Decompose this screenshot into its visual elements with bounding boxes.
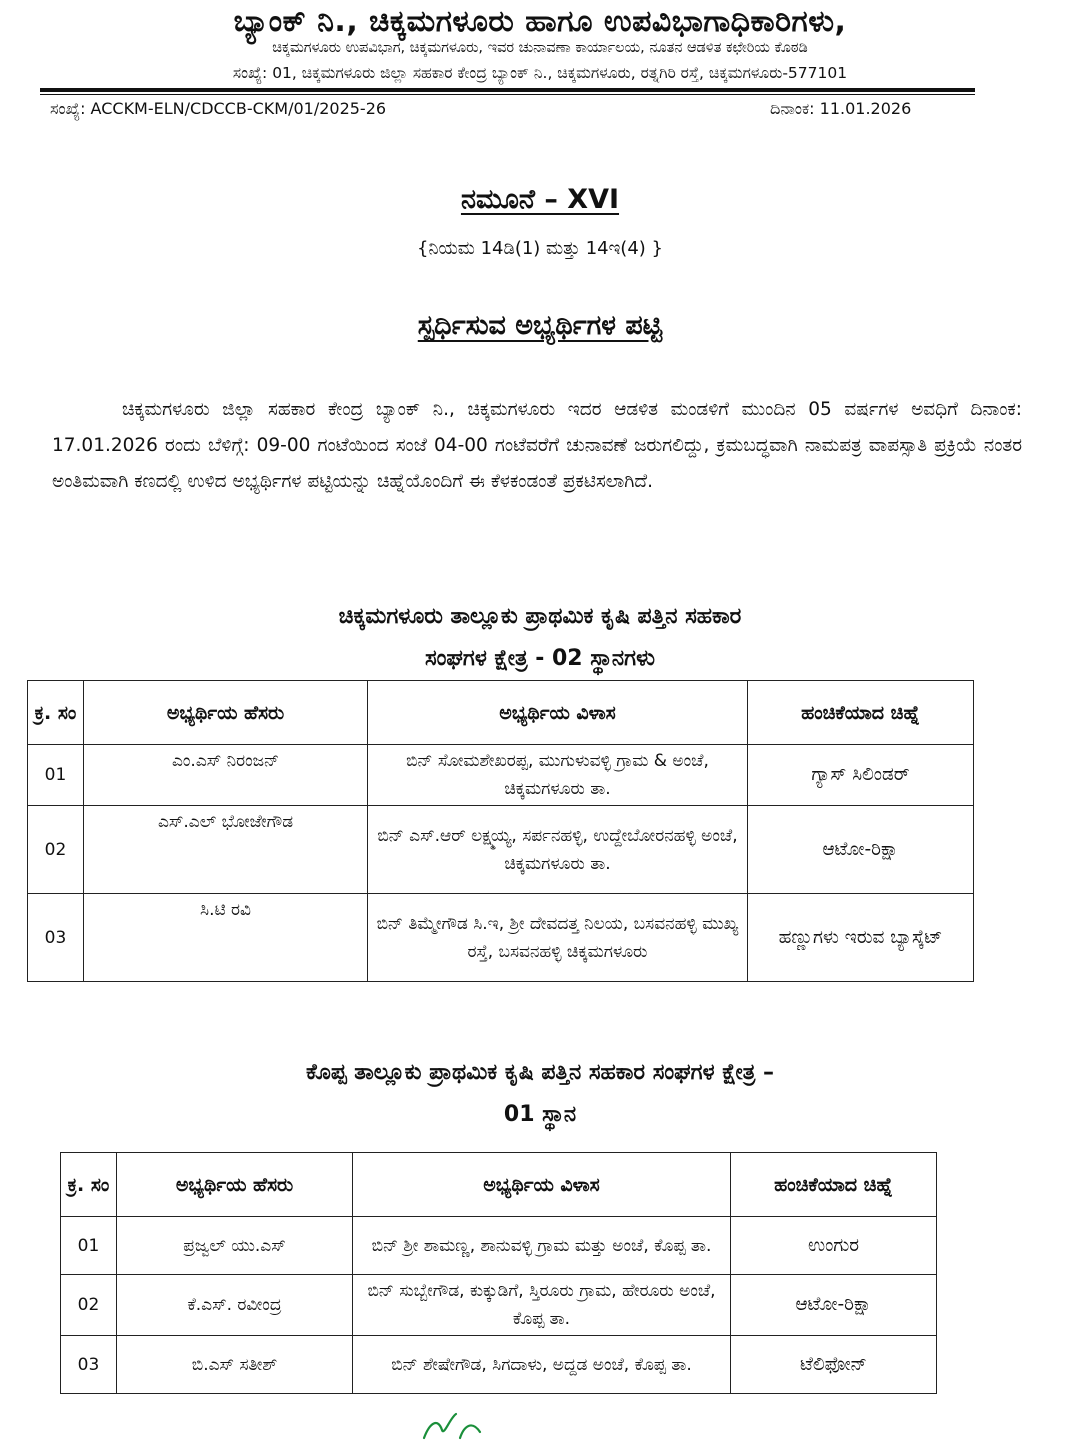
letterhead-address-line-2: ಸಂಖ್ಯೆ: 01, ಚಿಕ್ಕಮಗಳೂರು ಜಿಲ್ಲಾ ಸಹಕಾರ ಕೇಂದ್ರ ಬ್ಯಾಂಕ್ ನಿ., ಚಿಕ್ಕಮಗಳೂರು, ರತ್ನಗಿರಿ ರಸ್ತೆ, ಚಿಕ್ಕಮಗಳೂರು-577101 [232, 64, 848, 82]
form-rule-reference: {ನಿಯಮ 14ಡಿ(1) ಮತ್ತು 14ಇ(4) } [417, 238, 663, 259]
intro-paragraph: ಚಿಕ್ಕಮಗಳೂರು ಜಿಲ್ಲಾ ಸಹಕಾರ ಕೇಂದ್ರ ಬ್ಯಾಂಕ್ ನಿ., ಚಿಕ್ಕಮಗಳೂರು ಇದರ ಆಡಳಿತ ಮಂಡಳಿಗೆ ಮುಂದಿನ 05 ವರ್ಷಗಳ ಅವಧಿಗೆ ದಿನಾಂಕ: 17.01.2026 ರಂದು ಬೆಳಿಗ್ಗೆ: 09-00 ಗಂಟೆಯಿಂದ ಸಂಜೆ 04-00 ಗಂಟೆವರೆಗೆ ಚುನಾವಣೆ ಜರುಗಲಿದ್ದು, ಕ್ರಮಬದ್ಧವಾಗಿ ನಾಮಪತ್ರ ವಾಪಸ್ಸಾತಿ ಪ್ರಕ್ರಿಯೆ ನಂತರ ಅಂತಿಮವಾಗಿ ಕಣದಲ್ಲಿ ಉಳಿದ ಅಭ್ಯರ್ಥಿಗಳ ಪಟ್ಟಿಯನ್ನು ಚಿಹ್ನೆಯೊಂದಿಗೆ ಈ ಕೆಳಕಂಡಂತೆ ಪ್ರಕಟಿಸಲಾಗಿದೆ. [52, 399, 1022, 492]
cell-allotted-symbol: ಟೆಲಿಫೋನ್ [731, 1336, 937, 1394]
cell-candidate-address: ಬಿನ್ ಶೇಷೇಗೌಡ, ಸಿಗದಾಳು, ಅದ್ದಡ ಅಂಚೆ, ಕೊಪ್ಪ ತಾ. [353, 1336, 731, 1394]
candidate-list-title [0, 310, 1080, 342]
cell-allotted-symbol: ಗ್ಯಾಸ್ ಸಿಲಿಂಡರ್ [748, 745, 974, 806]
cell-allotted-symbol: ಉಂಗುರ [731, 1217, 937, 1275]
table-row [28, 894, 974, 982]
section-1-title-line-2: ಸಂಘಗಳ ಕ್ಷೇತ್ರ - 02 ಸ್ಥಾನಗಳು [424, 646, 656, 671]
header-candidate-name: ಅಭ್ಯರ್ಥಿಯ ಹೆಸರು [117, 1153, 353, 1217]
table-header-row [61, 1153, 937, 1217]
header-allotted-symbol: ಹಂಚಿಕೆಯಾದ ಚಿಹ್ನೆ [748, 681, 974, 745]
cell-serial-number: 03 [61, 1336, 117, 1394]
reference-date: ದಿನಾಂಕ: 11.01.2026 [770, 99, 912, 118]
table-row [28, 806, 974, 894]
section-2-title [0, 1052, 1080, 1136]
cell-serial-number: 02 [28, 806, 84, 894]
cell-candidate-address: ಬಿನ್ ಸೋಮಶೇಖರಪ್ಪ, ಮುಗುಳುವಳ್ಳಿ ಗ್ರಾಮ & ಅಂಚೆ, ಚಿಕ್ಕಮಗಳೂರು ತಾ. [368, 745, 748, 806]
table-row [61, 1275, 937, 1336]
cell-candidate-name: ಎಂ.ಎಸ್ ನಿರಂಜನ್ [84, 745, 368, 806]
cell-candidate-name: ಸಿ.ಟಿ ರವಿ [84, 894, 368, 982]
cell-candidate-name: ಕೆ.ಎಸ್. ರವೀಂದ್ರ [117, 1275, 353, 1336]
header-candidate-name: ಅಭ್ಯರ್ಥಿಯ ಹೆಸರು [84, 681, 368, 745]
letterhead-address-line-1: ಚಿಕ್ಕಮಗಳೂರು ಉಪವಿಭಾಗ, ಚಿಕ್ಕಮಗಳೂರು, ಇವರ ಚುನಾವಣಾ ಕಾರ್ಯಾಲಯ, ನೂತನ ಆಡಳಿತ ಕಛೇರಿಯ ಕೊಠಡಿ [272, 40, 808, 56]
table-row [28, 745, 974, 806]
cell-allotted-symbol: ಆಟೋ-ರಿಕ್ಷಾ [731, 1275, 937, 1336]
candidate-list-title-text: ಸ್ಪರ್ಧಿಸುವ ಅಭ್ಯರ್ಥಿಗಳ ಪಟ್ಟಿ [417, 310, 663, 341]
cell-candidate-name: ಪ್ರಜ್ವಲ್ ಯು.ಎಸ್ [117, 1217, 353, 1275]
header-serial-number: ಕ್ರ. ಸಂ [28, 681, 84, 745]
cell-candidate-name: ಬಿ.ಎಸ್ ಸತೀಶ್ [117, 1336, 353, 1394]
cell-candidate-address: ಬಿನ್ ತಿಮ್ಮೇಗೌಡ ಸಿ.ಇ, ಶ್ರೀ ದೇವದತ್ತ ನಿಲಯ, ಬಸವನಹಳ್ಳಿ ಮುಖ್ಯ ರಸ್ತೆ, ಬಸವನಹಳ್ಳಿ ಚಿಕ್ಕಮಗಳೂರು [368, 894, 748, 982]
reference-number: ಸಂಖ್ಯೆ: ACCKM-ELN/CDCCB-CKM/01/2025-26 [50, 99, 387, 118]
signature-mark [420, 1412, 500, 1440]
cell-candidate-address: ಬಿನ್ ಶ್ರೀ ಶಾಮಣ್ಣ, ಶಾನುವಳ್ಳಿ ಗ್ರಾಮ ಮತ್ತು ಅಂಚೆ, ಕೊಪ್ಪ ತಾ. [353, 1217, 731, 1275]
section-1-title-line-1: ಚಿಕ್ಕಮಗಳೂರು ತಾಲ್ಲೂಕು ಪ್ರಾಥಮಿಕ ಕೃಷಿ ಪತ್ತಿನ ಸಹಕಾರ [338, 604, 742, 629]
header-allotted-symbol: ಹಂಚಿಕೆಯಾದ ಚಿಹ್ನೆ [731, 1153, 937, 1217]
cell-serial-number: 03 [28, 894, 84, 982]
table-header-row [28, 681, 974, 745]
header-serial-number: ಕ್ರ. ಸಂ [61, 1153, 117, 1217]
header-candidate-address: ಅಭ್ಯರ್ಥಿಯ ವಿಳಾಸ [368, 681, 748, 745]
letterhead-divider-thin [40, 94, 975, 95]
section-1-candidate-table [27, 680, 974, 982]
form-title-text: ನಮೂನೆ – XVI [460, 184, 620, 215]
cell-candidate-address: ಬಿನ್ ಸುಬ್ಬೇಗೌಡ, ಕುಕ್ಕುಡಿಗೆ, ಸ್ತಿರೂರು ಗ್ರಾಮ, ಹೇರೂರು ಅಂಚೆ, ಕೊಪ್ಪ ತಾ. [353, 1275, 731, 1336]
cell-allotted-symbol: ಆಟೋ-ರಿಕ್ಷಾ [748, 806, 974, 894]
header-candidate-address: ಅಭ್ಯರ್ಥಿಯ ವಿಳಾಸ [353, 1153, 731, 1217]
cell-serial-number: 01 [28, 745, 84, 806]
cell-candidate-name: ಎಸ್.ಎಲ್ ಭೋಜೇಗೌಡ [84, 806, 368, 894]
letterhead-title: ಬ್ಯಾಂಕ್ ನಿ., ಚಿಕ್ಕಮಗಳೂರು ಹಾಗೂ ಉಪವಿಭಾಗಾಧಿಕಾರಿಗಳು, [233, 4, 847, 39]
section-2-title-line-1: ಕೊಪ್ಪ ತಾಲ್ಲೂಕು ಪ್ರಾಥಮಿಕ ಕೃಷಿ ಪತ್ತಿನ ಸಹಕಾರ ಸಂಘಗಳ ಕ್ಷೇತ್ರ – [306, 1060, 774, 1085]
cell-allotted-symbol: ಹಣ್ಣುಗಳು ಇರುವ ಬ್ಯಾಸ್ಕೆಟ್ [748, 894, 974, 982]
letterhead-divider-thick [40, 88, 975, 92]
cell-serial-number: 02 [61, 1275, 117, 1336]
table-row [61, 1336, 937, 1394]
section-2-candidate-table [60, 1152, 937, 1394]
cell-candidate-address: ಬಿನ್ ಎಸ್.ಆರ್ ಲಕ್ಷ್ಮಯ್ಯ, ಸರ್ಪನಹಳ್ಳಿ, ಉದ್ದೇಬೋರನಹಳ್ಳಿ ಅಂಚೆ, ಚಿಕ್ಕಮಗಳೂರು ತಾ. [368, 806, 748, 894]
section-2-title-line-2: 01 ಸ್ಥಾನ [503, 1102, 577, 1127]
section-1-title [0, 596, 1080, 680]
cell-serial-number: 01 [61, 1217, 117, 1275]
form-title [0, 184, 1080, 216]
table-row [61, 1217, 937, 1275]
